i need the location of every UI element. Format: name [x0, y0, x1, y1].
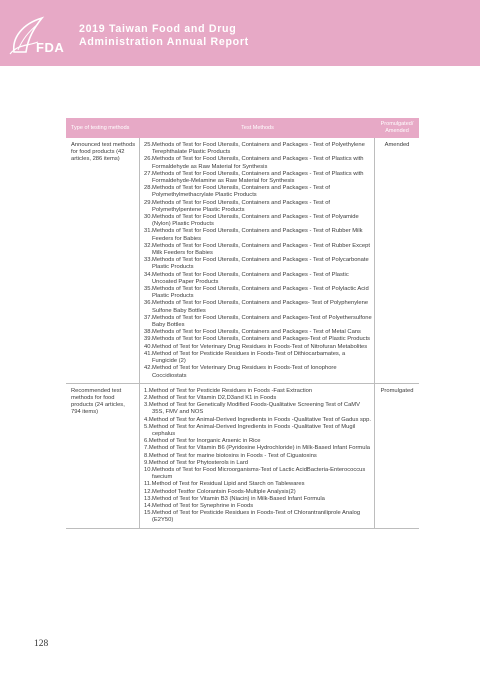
list-item: 31.Methods of Test for Food Utensils, Containers and Packages - Test of Rubber Milk Feeders for Babies — [144, 228, 363, 242]
list-item: 4.Method of Test for Animal-Derived Ingredients in Foods -Qualitative Test of Gadus spp. — [144, 416, 371, 423]
list-item: 42.Method of Test for Veterinary Drug Residues in Foods-Test of Ionophore Coccidiostats — [144, 365, 337, 379]
list-item: 7.Method of Test for Vitamin B6 (Pyridoxine Hydrochloride) in Milk-Based Infant Formula — [144, 445, 370, 452]
page-number: 128 — [34, 639, 49, 649]
list-item: 32.Methods of Test for Food Utensils, Containers and Packages - Test of Rubber Except Milk Feeders for Babies — [144, 242, 370, 257]
fda-logo — [8, 14, 68, 58]
list-item: 6.Method of Test for Inorganic Arsenic in Rice — [144, 438, 261, 445]
list-item: 3.Method of Test for Genetically Modified Foods-Qualitative Screening Test of CaMV 35S, FMV and NOS — [144, 402, 360, 416]
list-item: 5.Method of Test for Animal-Derived Ingredients in Foods -Qualitative Test of Mugil cephalus — [144, 423, 356, 437]
column-header-status: Promulgated/ Amended — [380, 121, 414, 134]
list-item: 12.Methodof Testfor Colorantsin Foods-Multiple Analysis(2) — [144, 488, 296, 495]
list-item: 25.Methods of Test for Food Utensils, Containers and Packages - Test of Polyethylene Terephthalate Plastic Products — [144, 142, 365, 156]
test-methods-table — [66, 118, 419, 529]
header-band — [0, 0, 480, 66]
report-title-line1: 2019 Taiwan Food and Drug — [79, 23, 237, 35]
list-item: 11.Method of Test for Residual Lipid and Starch on Tablewares — [144, 481, 305, 488]
list-item: 36.Methods of Test for Food Utensils, Containers and Packages- Test of Polyphenylene Sulfone Baby Bottles — [144, 300, 369, 314]
test-methods-list — [140, 384, 375, 528]
list-item: 38.Methods of Test for Food Utensils, Containers and Packages - Test of Metal Cans — [144, 329, 361, 336]
list-item: 2.Method of Test for Vitamin D2,D3and K1 in Foods — [144, 394, 277, 401]
table-body — [66, 138, 419, 529]
list-item: 34.Methods of Test for Food Utensils, Containers and Packages - Test of Plastic Uncoated Paper Products — [144, 271, 349, 285]
table-row — [66, 138, 419, 384]
list-item: 41.Method of Test for Pesticide Residues in Foods-Test of Dithiocarbamates, a Fungicide (2) — [144, 350, 346, 365]
list-item: 39.Methods of Test for Food Utensils, Containers and Packages-Test of Plastic Products — [144, 336, 371, 343]
report-title-line2: Administration Annual Report — [79, 36, 249, 48]
list-item: 29.Methods of Test for Food Utensils, Containers and Packages - Test of Polymethylpentene Plastic Products — [144, 199, 331, 213]
test-methods-list — [140, 138, 375, 383]
list-item: 9.Method of Test for Phytosterols in Lard — [144, 459, 248, 466]
report-title — [79, 23, 249, 49]
table-row — [66, 384, 419, 529]
list-item: 15.Method of Test for Pesticide Residues in Foods-Test of Chlorantraniliprole Analog (E2Y50) — [144, 510, 361, 524]
status-cell: Promulgated — [380, 387, 414, 394]
list-item: 33.Methods of Test for Food Utensils, Containers and Packages - Test of Polycarbonate Plastic Products — [144, 257, 369, 271]
list-item: 35.Methods of Test for Food Utensils, Containers and Packages - Test of Polylactic Acid Plastic Products — [144, 286, 369, 300]
list-item: 40.Method of Test for Veterinary Drug Residues in Foods-Test of Nitrofuran Metabolites — [144, 343, 368, 350]
testing-method-type: Recommended test methods for food products (24 articles, 794 items) — [66, 384, 140, 528]
list-item: 26.Methods of Test for Food Utensils, Containers and Packages - Test of Plastics with Formaldehyde as Raw Material for Synthesis — [144, 156, 364, 170]
status-cell: Amended — [384, 142, 410, 148]
list-item: 1.Method of Test for Pesticide Residues in Foods -Fast Extraction — [144, 387, 313, 394]
column-header-type: Type of testing methods — [71, 125, 130, 131]
table-header — [66, 118, 419, 138]
list-item: 13.Method of Test for Vitamin B3 (Niacin) in Milk-Based Infant Formula — [144, 495, 325, 502]
list-item: 10.Methods of Test for Food Microorganisms-Test of Lactic AcidBacteria-Enterococcus faecium — [144, 466, 366, 481]
testing-method-type: Announced test methods for food products (42 articles, 286 items) — [66, 138, 140, 383]
column-header-methods: Test Methods — [241, 125, 274, 131]
list-item: 37.Methods of Test for Food Utensils, Containers and Packages-Test of Polyethersulfone Baby Bottles — [144, 314, 372, 329]
list-item: 27.Methods of Test for Food Utensils, Containers and Packages - Test of Plastics with Formaldehyde-Melamine as Raw Material for Synthesis — [144, 170, 364, 185]
logo-text: FDA — [36, 40, 65, 55]
list-item: 30.Methods of Test for Food Utensils, Containers and Packages - Test of Polyamide (Nylon) Plastic Products — [144, 214, 359, 228]
list-item: 8.Method of Test for marine biotoxins in Foods - Test of Ciguatoxins — [144, 452, 317, 459]
list-item: 28.Methods of Test for Food Utensils, Containers and Packages - Test of Polymethylmethacrylate Plastic Products — [144, 185, 331, 199]
list-item: 14.Method of Test for Synephrine in Foods — [144, 502, 254, 509]
